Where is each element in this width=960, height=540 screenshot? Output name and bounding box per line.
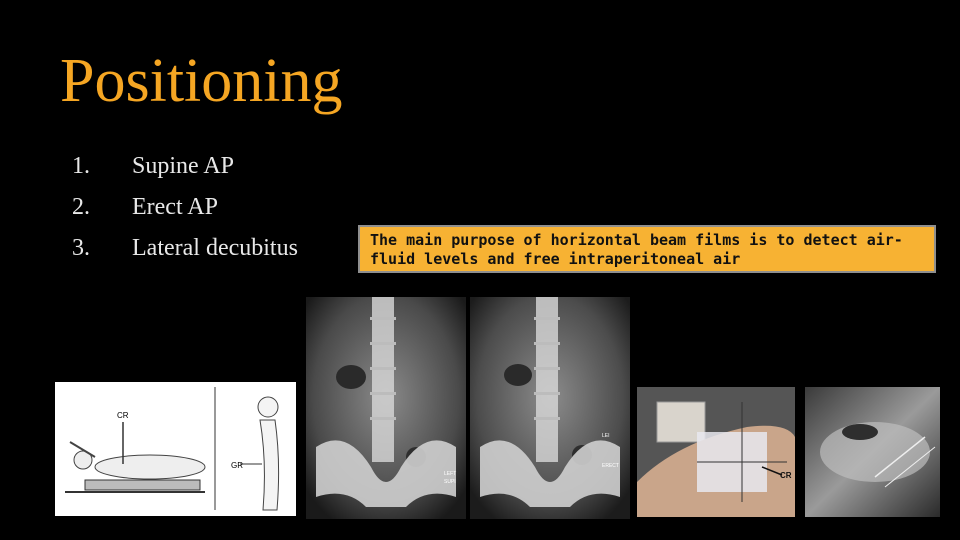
list-label: Supine AP [132,153,235,179]
slide-title: Positioning [60,47,343,115]
list-item [72,146,298,187]
gr-label: GR [231,461,243,470]
note-box: The main purpose of horizontal beam films is to detect air-fluid levels and free intraperitoneal air [358,225,936,273]
list-item [72,228,298,269]
xray-tag: LEI [602,433,610,439]
list-number: 3. [72,235,90,261]
positioning-list [72,146,298,269]
list-number: 1. [72,153,90,179]
list-number: 2. [72,194,90,220]
cr-label: CR [117,411,129,420]
xray-tag: LEFT [444,471,457,477]
xray-tag: SUPI [444,479,456,485]
list-label: Erect AP [132,194,218,220]
erect-xray-image [470,297,630,519]
cr-label: CR [780,471,792,480]
list-label: Lateral decubitus [132,235,298,261]
supine-xray-image [306,297,466,519]
xray-tag: ERECT [602,463,619,469]
positioning-diagram-image [55,382,296,516]
list-item [72,187,298,228]
decubitus-photo-image [637,387,795,517]
decubitus-xray-image [805,387,940,517]
